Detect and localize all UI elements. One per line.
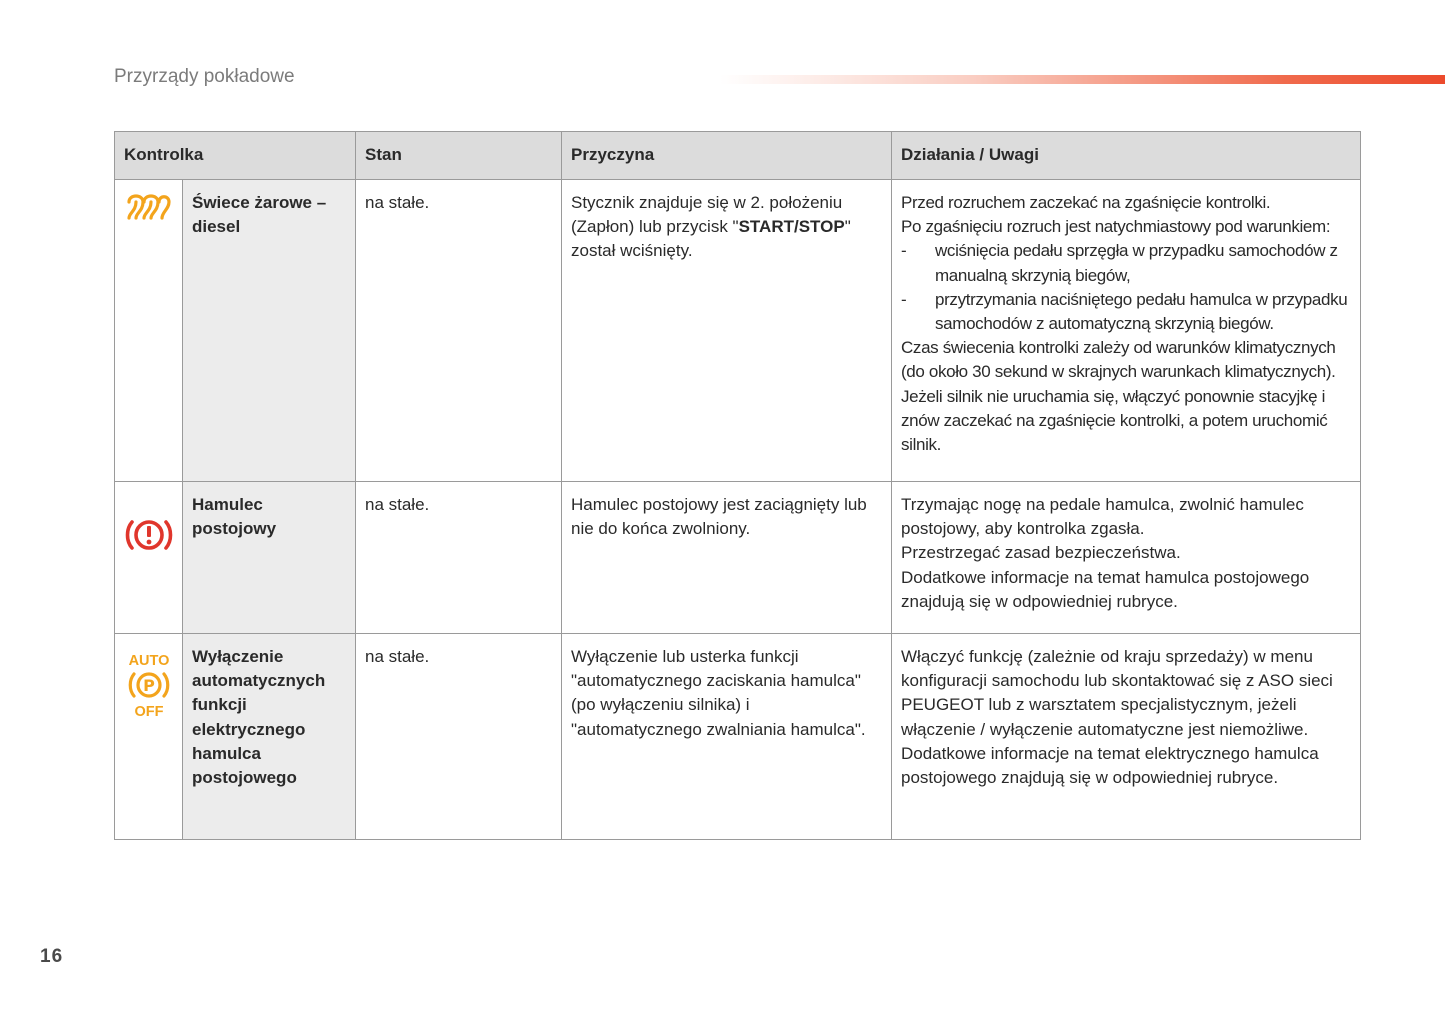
action-line: Czas świecenia kontrolki zależy od warunków klimatycznych (do około 30 sekund w skrajnych warunkach klimatycznych). (901, 338, 1336, 382)
action-line: Dodatkowe informacje na temat hamulca postojowego znajdują się w odpowiedniej rubryce. (901, 567, 1310, 611)
glow-plug-icon (126, 206, 172, 225)
svg-text:P: P (143, 676, 155, 695)
indicator-actions (892, 482, 1361, 634)
table-row (115, 180, 1361, 482)
action-line: Dodatkowe informacje na temat elektrycznego hamulca postojowego znajdują się w odpowiedniej rubryce. (901, 743, 1319, 788)
page-number: 16 (40, 946, 64, 967)
indicator-name: Hamulec postojowy (183, 482, 356, 634)
table-row (115, 482, 1361, 634)
indicator-state: na stałe. (356, 634, 562, 840)
column-header-indicator: Kontrolka (115, 132, 356, 180)
action-line: Włączyć funkcję (zależnie od kraju sprzedaży) w menu konfiguracji samochodu lub skontaktować się z ASO sieci PEUGEOT lub z warsztatem specjalistycznym, jeżeli włączenie / wyłączenie automatyczne jest niemożliwe. (901, 647, 1333, 739)
indicator-state: na stałe. (356, 180, 562, 482)
indicator-name: Świece żarowe – diesel (183, 180, 356, 482)
indicator-actions (892, 180, 1361, 482)
action-line: Trzymając nogę na pedale hamulca, zwolnić hamulec postojowy, aby kontrolka zgasła. (901, 495, 1304, 539)
indicator-cause (562, 180, 892, 482)
indicator-name: Wyłączenie automatycznych funkcji elektrycznego hamulca postojowego (183, 634, 356, 840)
column-header-actions: Działania / Uwagi (892, 132, 1361, 180)
action-line: Przed rozruchem zaczekać na zgaśnięcie kontrolki. (901, 193, 1271, 212)
auto-parking-brake-off-icon (124, 654, 174, 720)
header-accent-bar (720, 75, 1445, 84)
icon-label-auto: AUTO (128, 653, 170, 669)
cause-bold-text: START/STOP (738, 217, 845, 237)
action-bullet: - przytrzymania naciśniętego pedału hamulca w przypadku samochodów z automatyczną skrzynią biegów. (901, 289, 1348, 334)
indicator-actions (892, 634, 1361, 840)
action-line: Przestrzegać zasad bezpieczeństwa. (901, 543, 1181, 563)
indicator-cause: Hamulec postojowy jest zaciągnięty lub nie do końca zwolniony. (562, 482, 892, 634)
cause-text: " został wciśnięty. (571, 217, 851, 261)
action-line: Jeżeli silnik nie uruchamia się, włączyć ponownie stacyjkę i znów zaczekać na zgaśnięcie kontrolki, a potem uruchomić silnik. (901, 386, 1328, 455)
indicator-state: na stałe. (356, 482, 562, 634)
page-header-title: Przyrządy pokładowe (114, 66, 295, 87)
icon-label-off: OFF (134, 704, 164, 720)
table-row (115, 634, 1361, 840)
action-bullet: - wciśnięcia pedału sprzęgła w przypadku samochodów z manualną skrzynią biegów, (901, 241, 1338, 285)
action-line: Po zgaśnięciu rozruch jest natychmiastowy pod warunkiem: (901, 217, 1331, 237)
cause-text: Stycznik znajduje się w 2. położeniu (Zapłon) lub przycisk " (571, 193, 843, 237)
warning-lights-table (114, 131, 1361, 840)
column-header-cause: Przyczyna (562, 132, 892, 180)
indicator-icon-cell (115, 482, 183, 634)
parking-brake-icon (124, 540, 174, 559)
indicator-cause: Wyłączenie lub usterka funkcji "automatycznego zaciskania hamulca" (po wyłączeniu silnika) i "automatycznego zwalniania hamulca". (562, 634, 892, 840)
table-header-row (115, 132, 1361, 180)
indicator-icon-cell (115, 634, 183, 840)
column-header-state: Stan (356, 132, 562, 180)
indicator-icon-cell (115, 180, 183, 482)
